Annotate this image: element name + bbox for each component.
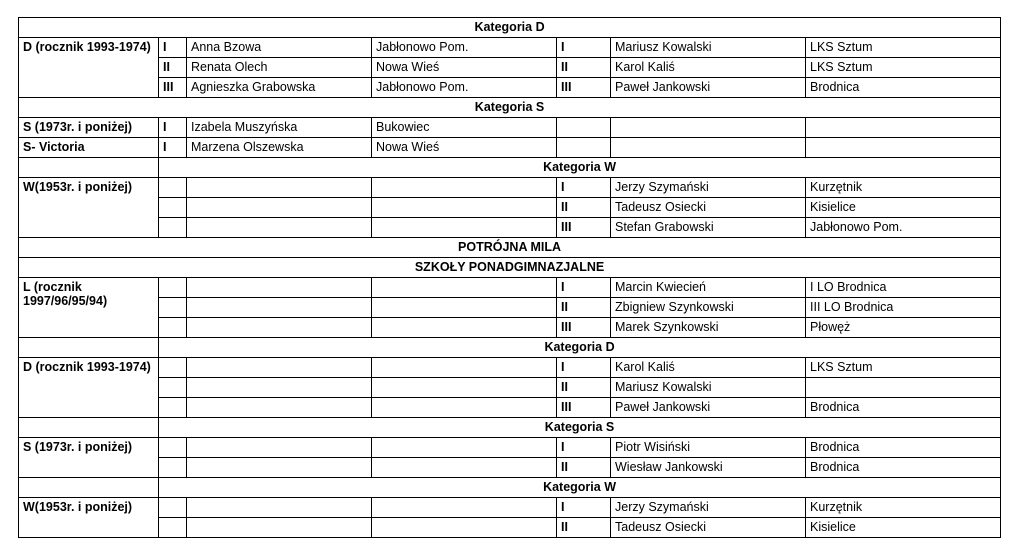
club-right: Jabłonowo Pom. <box>806 218 1001 238</box>
club-left <box>372 198 557 218</box>
section-heading: SZKOŁY PONADGIMNAZJALNE <box>19 258 1001 278</box>
category-label: S- Victoria <box>19 138 159 158</box>
club-right: I LO Brodnica <box>806 278 1001 298</box>
name-left <box>187 318 372 338</box>
name-right: Wiesław Jankowski <box>611 458 806 478</box>
club-left <box>372 458 557 478</box>
place-right: I <box>557 438 611 458</box>
category-label: W(1953r. i poniżej) <box>19 498 159 538</box>
name-right: Jerzy Szymański <box>611 178 806 198</box>
place-right <box>557 138 611 158</box>
name-right: Paweł Jankowski <box>611 398 806 418</box>
name-right: Paweł Jankowski <box>611 78 806 98</box>
club-left <box>372 518 557 538</box>
club-right: Brodnica <box>806 438 1001 458</box>
club-left: Jabłonowo Pom. <box>372 78 557 98</box>
section-heading: Kategoria S <box>159 418 1001 438</box>
place-right: II <box>557 198 611 218</box>
place-left <box>159 358 187 378</box>
place-left: III <box>159 78 187 98</box>
category-label: S (1973r. i poniżej) <box>19 118 159 138</box>
name-left <box>187 398 372 418</box>
section-header-row <box>19 258 1001 278</box>
club-left: Bukowiec <box>372 118 557 138</box>
name-right: Karol Kaliś <box>611 58 806 78</box>
name-right: Stefan Grabowski <box>611 218 806 238</box>
club-left: Nowa Wieś <box>372 138 557 158</box>
name-left <box>187 438 372 458</box>
category-label: D (rocznik 1993-1974) <box>19 358 159 418</box>
club-right: Brodnica <box>806 398 1001 418</box>
name-left <box>187 198 372 218</box>
table-row <box>19 298 1001 318</box>
place-right <box>557 118 611 138</box>
section-heading: Kategoria D <box>19 18 1001 38</box>
table-row <box>19 198 1001 218</box>
name-left <box>187 498 372 518</box>
place-left <box>159 278 187 298</box>
name-left: Renata Olech <box>187 58 372 78</box>
section-header-row <box>19 98 1001 118</box>
section-header-row <box>19 238 1001 258</box>
name-right: Marcin Kwiecień <box>611 278 806 298</box>
place-right: I <box>557 278 611 298</box>
blank-cell <box>19 418 159 438</box>
place-left <box>159 318 187 338</box>
place-right: II <box>557 458 611 478</box>
category-label: L (rocznik 1997/96/95/94) <box>19 278 159 338</box>
section-heading: POTRÓJNA MILA <box>19 238 1001 258</box>
table-row <box>19 138 1001 158</box>
name-right: Marek Szynkowski <box>611 318 806 338</box>
results-body <box>19 18 1001 538</box>
club-right: LKS Sztum <box>806 58 1001 78</box>
category-label: W(1953r. i poniżej) <box>19 178 159 238</box>
club-left <box>372 498 557 518</box>
name-left: Agnieszka Grabowska <box>187 78 372 98</box>
table-row <box>19 498 1001 518</box>
name-right: Karol Kaliś <box>611 358 806 378</box>
club-left <box>372 178 557 198</box>
place-right: III <box>557 218 611 238</box>
place-left: I <box>159 38 187 58</box>
name-left <box>187 278 372 298</box>
table-row <box>19 458 1001 478</box>
table-row <box>19 118 1001 138</box>
name-left: Marzena Olszewska <box>187 138 372 158</box>
table-row <box>19 178 1001 198</box>
table-row <box>19 398 1001 418</box>
club-right: Brodnica <box>806 458 1001 478</box>
place-left <box>159 298 187 318</box>
blank-cell <box>19 338 159 358</box>
place-right: I <box>557 178 611 198</box>
club-left <box>372 398 557 418</box>
name-left <box>187 358 372 378</box>
club-left <box>372 298 557 318</box>
name-right: Tadeusz Osiecki <box>611 198 806 218</box>
place-left <box>159 518 187 538</box>
club-right: Kisielice <box>806 198 1001 218</box>
club-left <box>372 358 557 378</box>
table-row <box>19 318 1001 338</box>
section-header-row <box>19 18 1001 38</box>
category-label: S (1973r. i poniżej) <box>19 438 159 478</box>
name-left <box>187 458 372 478</box>
name-right <box>611 138 806 158</box>
section-heading: Kategoria D <box>159 338 1001 358</box>
category-label: D (rocznik 1993-1974) <box>19 38 159 98</box>
club-left <box>372 278 557 298</box>
section-header-row <box>19 338 1001 358</box>
club-right: Kurzętnik <box>806 178 1001 198</box>
club-right: Brodnica <box>806 78 1001 98</box>
place-left <box>159 438 187 458</box>
blank-cell <box>19 158 159 178</box>
club-right: LKS Sztum <box>806 358 1001 378</box>
name-left: Anna Bzowa <box>187 38 372 58</box>
name-left <box>187 518 372 538</box>
place-right: II <box>557 58 611 78</box>
table-row <box>19 58 1001 78</box>
table-row <box>19 438 1001 458</box>
place-right: I <box>557 358 611 378</box>
place-left <box>159 378 187 398</box>
table-row <box>19 38 1001 58</box>
name-right: Mariusz Kowalski <box>611 378 806 398</box>
place-left <box>159 498 187 518</box>
place-left <box>159 458 187 478</box>
club-right <box>806 118 1001 138</box>
place-right: III <box>557 398 611 418</box>
name-right: Jerzy Szymański <box>611 498 806 518</box>
club-right: LKS Sztum <box>806 38 1001 58</box>
name-right: Zbigniew Szynkowski <box>611 298 806 318</box>
section-header-row <box>19 158 1001 178</box>
name-right: Piotr Wisiński <box>611 438 806 458</box>
club-right: Kurzętnik <box>806 498 1001 518</box>
place-right: II <box>557 378 611 398</box>
table-row <box>19 518 1001 538</box>
table-row <box>19 78 1001 98</box>
table-row <box>19 278 1001 298</box>
name-left <box>187 378 372 398</box>
name-right: Mariusz Kowalski <box>611 38 806 58</box>
blank-cell <box>19 478 159 498</box>
name-left: Izabela Muszyńska <box>187 118 372 138</box>
section-heading: Kategoria W <box>159 158 1001 178</box>
club-right: Płowęż <box>806 318 1001 338</box>
section-header-row <box>19 478 1001 498</box>
place-left: I <box>159 118 187 138</box>
place-right: II <box>557 518 611 538</box>
club-left <box>372 378 557 398</box>
results-table <box>18 17 1001 538</box>
table-row <box>19 378 1001 398</box>
place-left <box>159 398 187 418</box>
place-right: II <box>557 298 611 318</box>
club-right <box>806 138 1001 158</box>
club-left: Nowa Wieś <box>372 58 557 78</box>
place-right: III <box>557 78 611 98</box>
name-left <box>187 298 372 318</box>
name-left <box>187 218 372 238</box>
name-left <box>187 178 372 198</box>
place-left <box>159 218 187 238</box>
place-right: I <box>557 498 611 518</box>
club-right <box>806 378 1001 398</box>
club-left: Jabłonowo Pom. <box>372 38 557 58</box>
club-left <box>372 438 557 458</box>
place-left <box>159 178 187 198</box>
table-row <box>19 218 1001 238</box>
club-right: III LO Brodnica <box>806 298 1001 318</box>
place-right: I <box>557 38 611 58</box>
club-right: Kisielice <box>806 518 1001 538</box>
name-right <box>611 118 806 138</box>
place-left <box>159 198 187 218</box>
section-heading: Kategoria S <box>19 98 1001 118</box>
section-header-row <box>19 418 1001 438</box>
club-left <box>372 218 557 238</box>
place-left: II <box>159 58 187 78</box>
section-heading: Kategoria W <box>159 478 1001 498</box>
table-row <box>19 358 1001 378</box>
name-right: Tadeusz Osiecki <box>611 518 806 538</box>
place-left: I <box>159 138 187 158</box>
place-right: III <box>557 318 611 338</box>
club-left <box>372 318 557 338</box>
